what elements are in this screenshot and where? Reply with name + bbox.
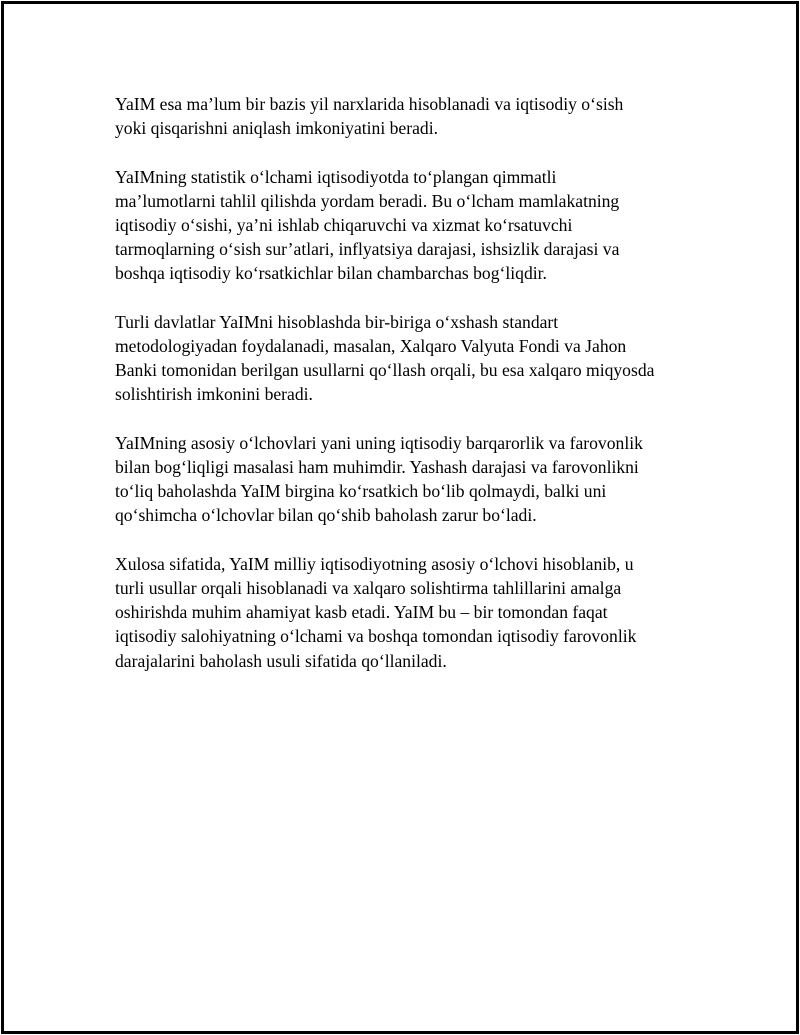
text-line: boshqa iqtisodiy ko‘rsatkichlar bilan chambarchas bog‘liqdir. bbox=[115, 263, 547, 284]
paragraph-statistik-olcham bbox=[115, 165, 700, 286]
text-line: tarmoqlarning o‘sish sur’atlari, inflyatsiya darajasi, ishsizlik darajasi va bbox=[115, 239, 620, 260]
text-line: Turli davlatlar YaIMni hisoblashda bir-biriga o‘xshash standart bbox=[115, 311, 559, 332]
text-line: to‘liq baholashda YaIM birgina ko‘rsatkich bo‘lib qolmaydi, balki uni bbox=[115, 481, 607, 502]
text-line: qo‘shimcha o‘lchovlar bilan qo‘shib baholash zarur bo‘ladi. bbox=[115, 505, 537, 526]
paragraph-metodologiya bbox=[115, 310, 700, 407]
text-line: oshirishda muhim ahamiyat kasb etadi. YaIM bu – bir tomondan faqat bbox=[115, 602, 608, 623]
paragraph-asosiy-olchovlar bbox=[115, 431, 700, 528]
text-line: darajalarini baholash usuli sifatida qo‘llaniladi. bbox=[115, 650, 447, 671]
text-line: metodologiyadan foydalanadi, masalan, Xalqaro Valyuta Fondi va Jahon bbox=[115, 336, 627, 356]
text-line: Banki tomonidan berilgan usullarni qo‘llash orqali, bu esa xalqaro miqyosda bbox=[115, 360, 655, 381]
text-line: YaIM esa ma’lum bir bazis yil narxlarida hisoblanadi va iqtisodiy o‘sish bbox=[115, 94, 624, 114]
text-line: YaIMning statistik o‘lchami iqtisodiyotda to‘plangan qimmatli bbox=[115, 166, 557, 187]
text-line: iqtisodiy salohiyatning o‘lchami va boshqa tomondan iqtisodiy farovonlik bbox=[115, 626, 637, 647]
text-line: ma’lumotlarni tahlil qilishda yordam beradi. Bu o‘lcham mamlakatning bbox=[115, 190, 620, 211]
text-line: YaIMning asosiy o‘lchovlari yani uning iqtisodiy barqarorlik va farovonlik bbox=[115, 432, 643, 453]
text-line: bilan bog‘liqligi masalasi ham muhimdir. Yashash darajasi va farovonlikni bbox=[115, 457, 639, 477]
text-line: Xulosa sifatida, YaIM milliy iqtisodiyotning asosiy o‘lchovi hisoblanib, u bbox=[115, 553, 634, 574]
text-line: iqtisodiy o‘sishi, ya’ni ishlab chiqaruvchi va xizmat ko‘rsatuvchi bbox=[115, 215, 573, 235]
paragraph-bazis-yil bbox=[115, 92, 700, 140]
text-line: yoki qisqarishni aniqlash imkoniyatini beradi. bbox=[115, 118, 438, 139]
paragraph-xulosa bbox=[115, 552, 700, 673]
text-line: turli usullar orqali hisoblanadi va xalqaro solishtirma tahlillarini amalga bbox=[115, 578, 622, 598]
document-body bbox=[115, 92, 700, 697]
text-line: solishtirish imkonini beradi. bbox=[115, 384, 313, 405]
